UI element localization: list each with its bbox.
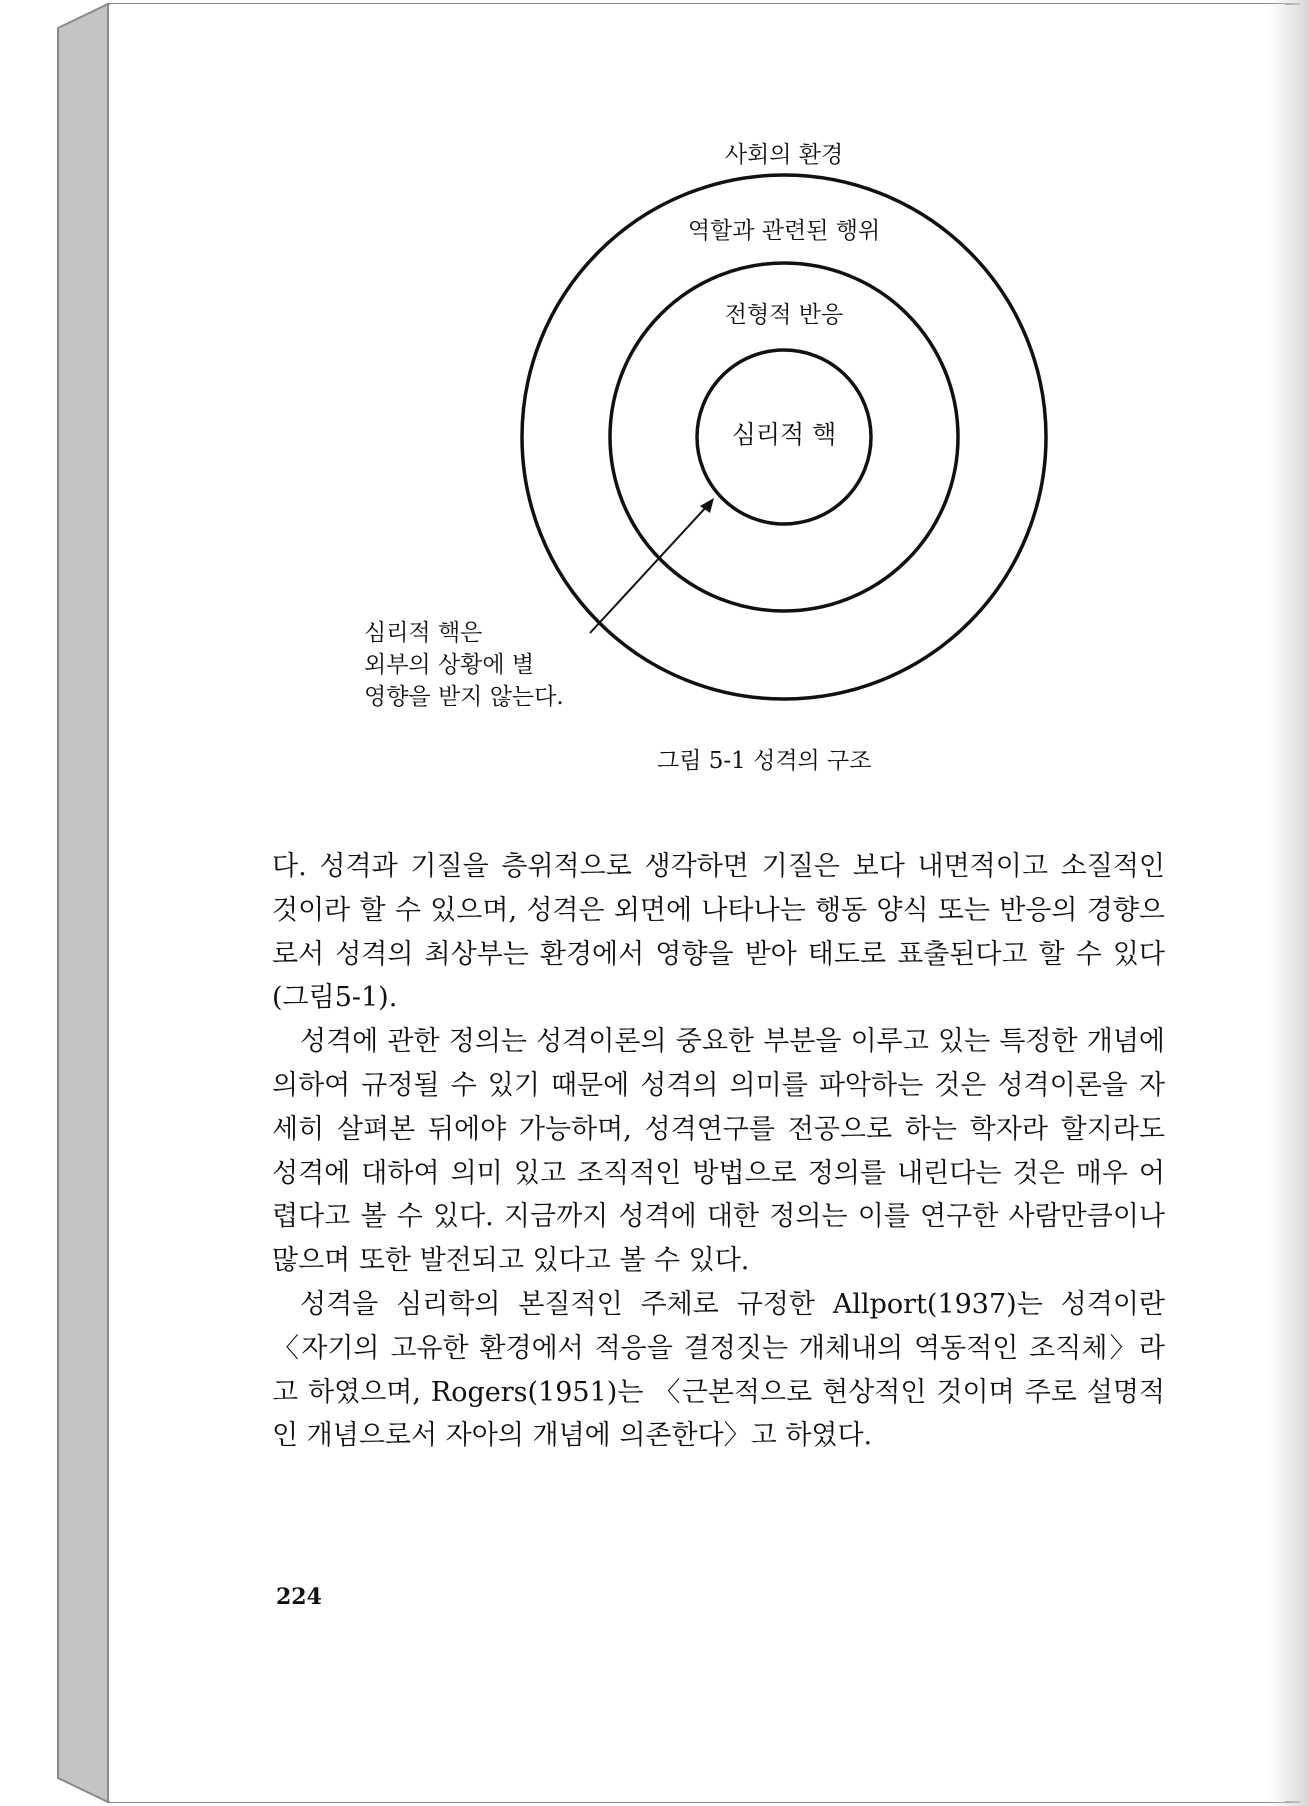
core-annotation	[364, 617, 564, 713]
annotation-line: 외부의 상황에 별	[364, 652, 535, 678]
body-text	[272, 845, 1165, 1458]
paragraph: 성격에 관한 정의는 성격이론의 중요한 부분을 이루고 있는 특정한 개념에 의하여 규정될 수 있기 때문에 성격의 의미를 파악하는 것은 성격이론을 자세히 살펴본 뒤에야 가능하며, 성격연구를 전공으로 하는 학자라 할지라도 성격에 대하여 의미 있고 조직적인 방법으로 정의를 내린다는 것은 매우 어렵다고 볼 수 있다. 지금까지 성격에 대한 정의는 이를 연구한 사람만큼이나 많으며 또한 발전되고 있다고 볼 수 있다.	[272, 1026, 1165, 1277]
paragraph: 성격을 심리학의 본질적인 주체로 규정한 Allport(1937)는 성격이란 〈자기의 고유한 환경에서 적응을 결정짓는 개체내의 역동적인 조직체〉라고 하였으며, Rogers(1951)는 〈근본적으로 현상적인 것이며 주로 설명적인 개념으로서 자아의 개념에 의존한다〉고 하였다.	[272, 1288, 1165, 1452]
annotation-line: 영향을 받지 않는다.	[364, 684, 564, 710]
ring2-label: 전형적 반응	[724, 302, 844, 328]
annotation-line: 심리적 핵은	[364, 620, 483, 646]
paragraph: 다. 성격과 기질을 층위적으로 생각하면 기질은 보다 내면적이고 소질적인 것이라 할 수 있으며, 성격은 외면에 나타나는 행동 양식 또는 반응의 경향으로서 성격의 최상부는 환경에서 영향을 받아 태도로 표출된다고 할 수 있다(그림5-1).	[272, 851, 1165, 1014]
page-number: 224	[276, 1584, 322, 1610]
outer-label: 사회의 환경	[724, 142, 844, 168]
core-label: 심리적 핵	[731, 420, 837, 449]
pointer-arrow-line	[590, 505, 708, 633]
ring1-label: 역할과 관련된 행위	[687, 218, 881, 244]
figure-caption: 그림 5-1 성격의 구조	[657, 748, 872, 774]
